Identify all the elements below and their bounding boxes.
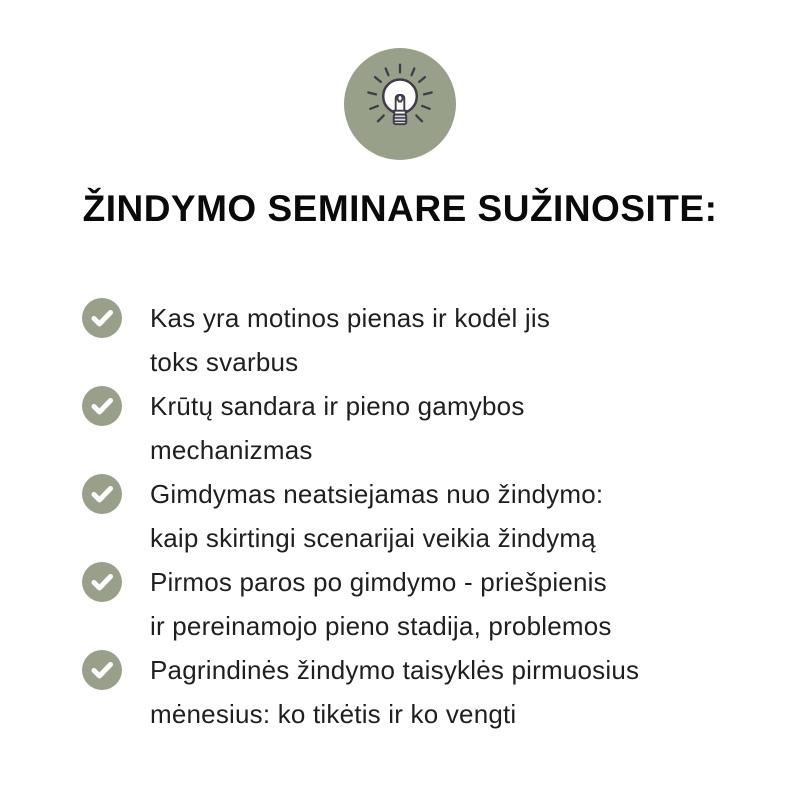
lightbulb-badge [344, 48, 456, 160]
list-item [82, 384, 750, 472]
list-item-line: mechanizmas [150, 435, 313, 465]
list-item-line: Krūtų sandara ir pieno gamybos [150, 391, 525, 421]
check-icon [82, 386, 122, 426]
list-item-text [150, 648, 639, 736]
list-item [82, 472, 750, 560]
topics-checklist [82, 296, 750, 736]
list-item-line: ir pereinamojo pieno stadija, problemos [150, 611, 612, 641]
list-item-text [150, 560, 612, 648]
check-icon [82, 298, 122, 338]
list-item-text [150, 296, 550, 384]
list-item-text [150, 472, 603, 560]
check-icon [82, 650, 122, 690]
list-item-text [150, 384, 525, 472]
list-item [82, 296, 750, 384]
list-item-line: toks svarbus [150, 347, 299, 377]
check-icon [82, 562, 122, 602]
list-item-line: kaip skirtingi scenarijai veikia žindymą [150, 523, 596, 553]
list-item-line: Gimdymas neatsiejamas nuo žindymo: [150, 479, 604, 509]
list-item-line: mėnesius: ko tikėtis ir ko vengti [150, 699, 517, 729]
list-item [82, 648, 750, 736]
page-title: ŽINDYMO SEMINARE SUŽINOSITE: [82, 188, 718, 229]
list-item-line: Pirmos paros po gimdymo - priešpienis [150, 567, 607, 597]
lightbulb-icon [352, 56, 448, 152]
list-item-line: Kas yra motinos pienas ir kodėl jis [150, 303, 551, 333]
list-item [82, 560, 750, 648]
list-item-line: Pagrindinės žindymo taisyklės pirmuosius [150, 655, 640, 685]
check-icon [82, 474, 122, 514]
